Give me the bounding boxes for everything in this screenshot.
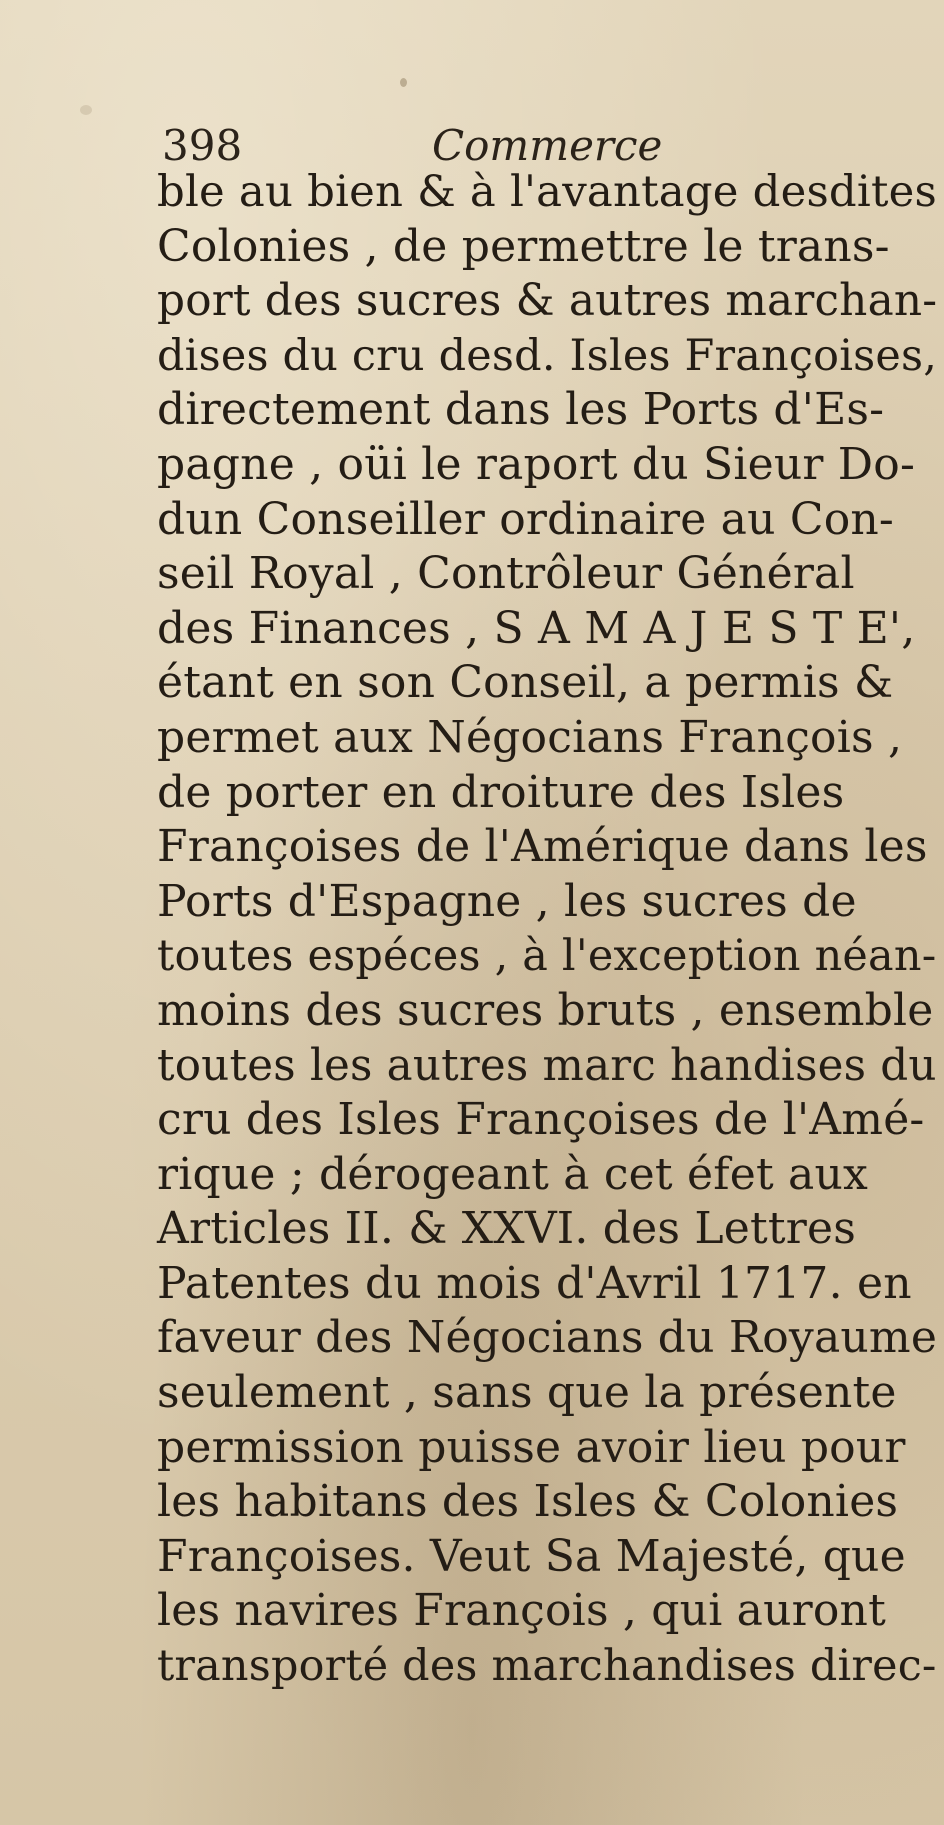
text-line: ble au bien & à l'avantage desdites — [157, 167, 937, 217]
text-line: Patentes du mois d'Avril 1717. en — [157, 1257, 912, 1309]
text-line: seulement , sans que la présente — [157, 1367, 897, 1419]
text-line: Colonies , de permettre le trans- — [157, 220, 890, 272]
text-line: pagne , oüi le raport du Sieur Do- — [157, 438, 916, 490]
paper-stain — [80, 105, 92, 115]
text-line: étant en son Conseil, a permis & — [157, 657, 894, 709]
text-line: des Finances , S A M A J E S T E', — [157, 602, 916, 654]
text-line: seil Royal , Contrôleur Général — [157, 548, 855, 600]
text-line: toutes les autres marc handises du — [157, 1040, 937, 1091]
text-line: transporté des marchandises direc- — [157, 1641, 937, 1692]
text-line: moins des sucres bruts , ensemble — [157, 984, 934, 1036]
text-line: Françoises de l'Amérique dans les — [157, 821, 928, 873]
text-line: les habitans des Isles & Colonies — [157, 1476, 899, 1528]
text-line: dun Conseiller ordinaire au Con- — [157, 493, 894, 545]
page-number: 398 — [162, 121, 243, 170]
text-line: Françoises. Veut Sa Majesté, que — [157, 1530, 906, 1582]
text-line: Ports d'Espagne , les sucres de — [157, 875, 857, 927]
text-line: Articles II. & XXVI. des Lettres — [157, 1203, 856, 1255]
text-line: de porter en droiture des Isles — [157, 766, 845, 818]
body-text — [157, 165, 937, 1694]
text-line: rique ; dérogeant à cet éfet aux — [157, 1148, 869, 1200]
text-line: les navires François , qui auront — [157, 1585, 886, 1637]
text-line: faveur des Négocians du Royaume — [157, 1312, 938, 1364]
ink-spot — [400, 78, 407, 87]
text-line: permission puisse avoir lieu pour — [157, 1421, 906, 1473]
text-line: toutes espéces , à l'exception néan- — [157, 931, 937, 982]
running-head: Commerce — [432, 121, 663, 170]
text-line: cru des Isles Françoises de l'Amé- — [157, 1094, 925, 1146]
text-line: port des sucres & autres marchan- — [157, 275, 938, 327]
text-line: dises du cru desd. Isles Françoises, — [157, 330, 938, 381]
text-line: directement dans les Ports d'Es- — [157, 384, 885, 436]
text-line: permet aux Négocians François , — [157, 711, 903, 763]
